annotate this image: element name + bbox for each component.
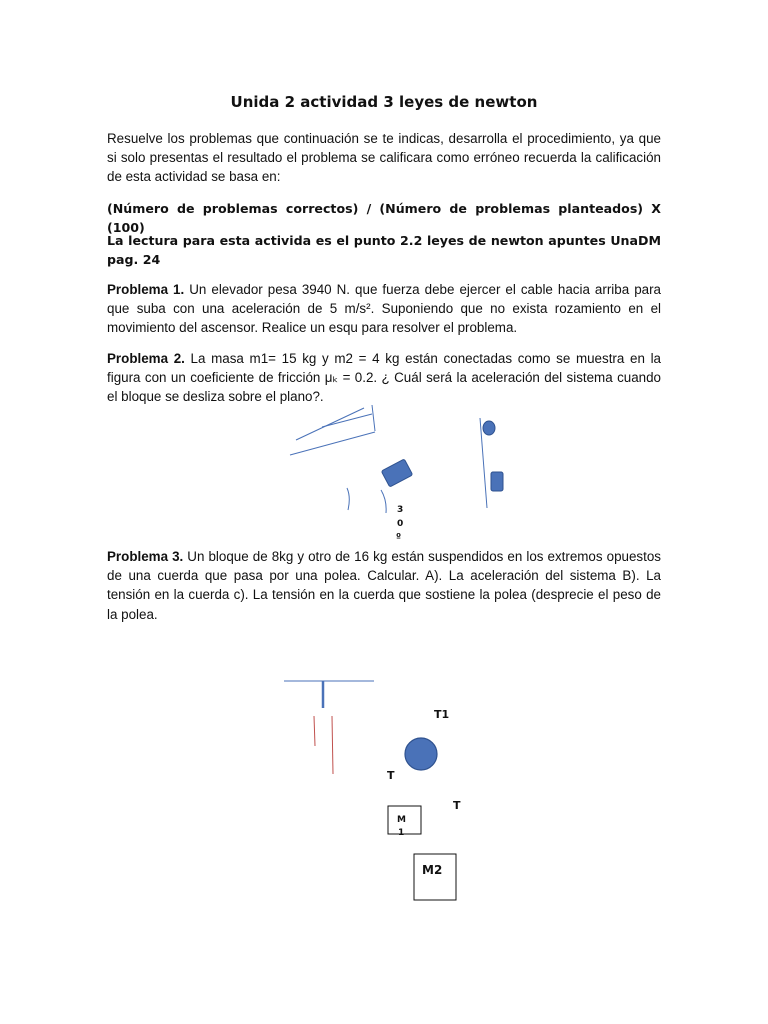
reading-note: La lectura para esta activida es el punto 2.2 leyes de newton apuntes UnaDM pag. 24 (107, 233, 661, 268)
pulley (405, 738, 437, 770)
mass-m1-label-a: M (397, 815, 406, 825)
problem-1-text: Un elevador pesa 3940 N. que fuerza debe ejercer el cable hacia arriba para que suba con una aceleración de 5 m/s². Suponiendo que no exista rozamiento en el movimiento del ascensor. Realice un esqu para resolver el problema. (107, 282, 661, 336)
angle-char-3: º (396, 533, 402, 543)
problem-2-label: Problema 2. (107, 351, 185, 366)
angle-char-1: 3 (397, 505, 404, 515)
page-title: Unida 2 actividad 3 leyes de newton (230, 93, 538, 111)
problem-1-label: Problema 1. (107, 282, 185, 297)
mass-m1-label-b: 1 (398, 828, 405, 838)
problem-3-label: Problema 3. (107, 549, 184, 564)
mass-m2-box (414, 854, 456, 900)
problem-3-text: Un bloque de 8kg y otro de 16 kg están suspendidos en los extremos opuestos de una cuerda que pasa por una polea. Calcular. A). La aceleración del sistema B). La tensión en la cuerda c). La tensión en la cuerda que sostiene la polea (desprecie el peso de la polea. (107, 549, 661, 622)
rope-right-red (332, 716, 333, 774)
intro-paragraph: Resuelve los problemas que continuación se te indicas, desarrolla el procedimiento, ya que si solo presentas el resultado el problema se calificara como erróneo recuerda la calificación de esta actividad se basa en: (107, 131, 661, 185)
angle-char-2: 0 (397, 519, 404, 529)
tension-right-label: T (453, 799, 461, 812)
problem-2-text: La masa m1= 15 kg y m2 = 4 kg están conectadas como se muestra en la figura con un coeficiente de fricción μₖ = 0.2. ¿ Cuál será la aceleración del sistema cuando el bloque se desliza sobre el plano?. (107, 351, 661, 405)
mass-m2-label: M2 (422, 863, 443, 877)
rope-left-red (314, 716, 315, 746)
tension-left-label: T (387, 769, 395, 782)
tension-t1-label: T1 (434, 708, 450, 721)
grading-formula: (Número de problemas correctos) / (Número de problemas planteados) X (100) (107, 201, 661, 236)
